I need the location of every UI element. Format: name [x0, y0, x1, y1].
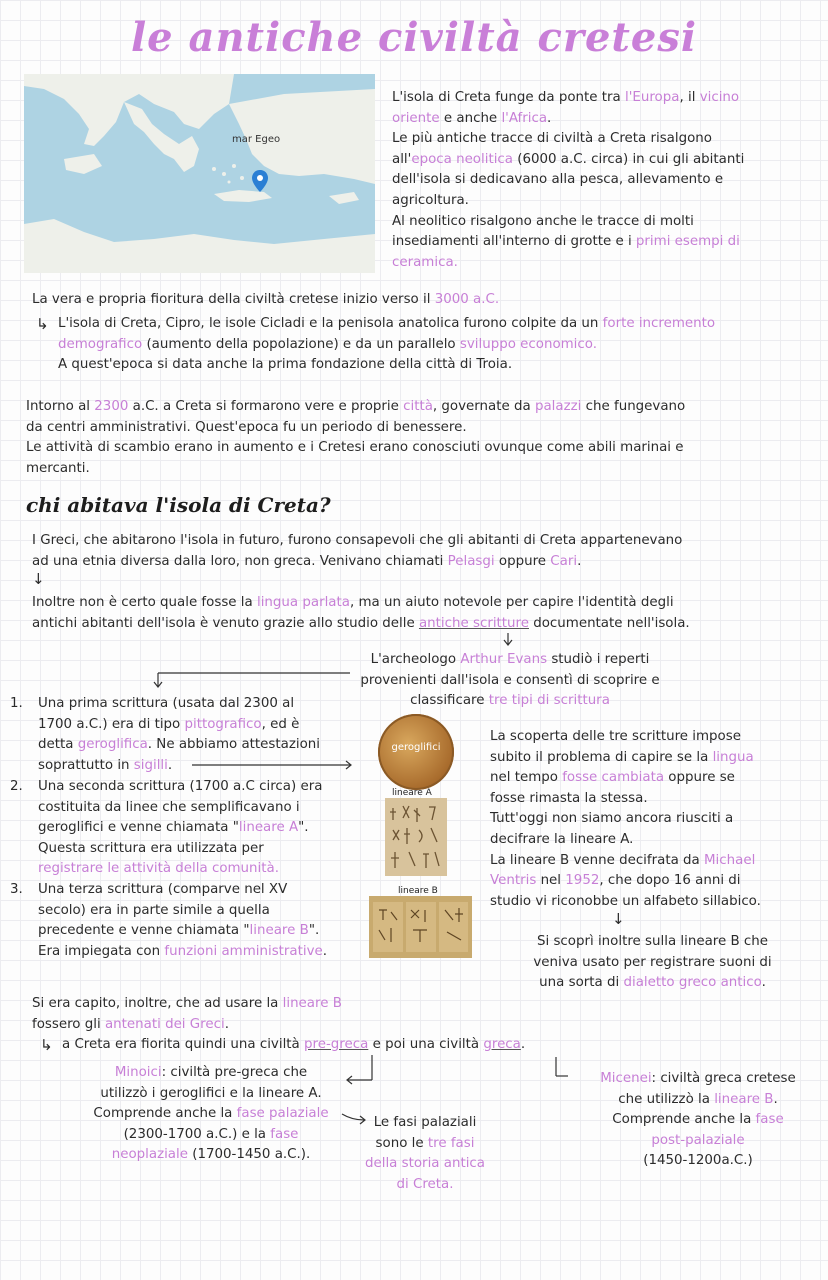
- lineare-a-label: lineare A: [392, 788, 432, 798]
- lineare-b-label: lineare B: [398, 886, 438, 896]
- geroglifici-label: geroglifici: [391, 742, 441, 753]
- scoperta-arrow: ↓: [612, 910, 625, 928]
- lineare-a-glyphs: [385, 798, 447, 876]
- antenati-arrow: ↳: [40, 1036, 53, 1054]
- list-number-2: 2.: [10, 779, 23, 794]
- abitanti-paragraph: I Greci, che abitarono l'isola in futuro, furono consapevoli che gli abitanti di Creta appartenevano ad una etnia diversa dalla loro, non greca. Venivano chiamati Pelasgi oppure Cari.: [32, 533, 683, 569]
- citta-paragraph: Intorno al 2300 a.C. a Creta si formarono vere e proprie città, governate da palazzi che fungevano da centri amministrativi. Quest'epoca fu un periodo di benessere. Le attività di scambio erano in aumento e i Cretesi erano conosciuti ovunque come abili marinai e mercanti.: [26, 399, 686, 476]
- evans-paragraph: L'archeologo Arthur Evans studiò i reperti provenienti dall'isola e consentì di scoprire e classificare tre tipi di scrittura: [360, 652, 660, 709]
- list-number-3: 3.: [10, 882, 23, 897]
- fioritura-detail: L'isola di Creta, Cipro, le isole Cicladi e la penisola anatolica furono colpite da un forte incremento demografico (aumento della popolazione) e da un parallelo sviluppo economico. A quest'epoca si data anche la prima fondazione della città di Troia.: [58, 316, 716, 373]
- page-title: le antiche civiltà cretesi: [130, 14, 698, 61]
- antenati-conclusion: a Creta era fiorita quindi una civiltà pre-greca e poi una civiltà greca.: [62, 1037, 526, 1052]
- fasi-box: Le fasi palaziali sono le tre fasi della storia antica di Creta.: [365, 1115, 485, 1192]
- scoperta-paragraph: La scoperta delle tre scritture impose subito il problema di capire se la lingua nel tempo fosse cambiata oppure se fosse rimasta la stessa. Tutt'oggi non siamo ancora riusciti a decifrare la lineare A. La lineare B venne decifrata da Michael Ventris nel 1952, che dopo 16 anni di studio vi riconobbe un alfabeto sillabico.: [490, 729, 761, 909]
- list-item-1: Una prima scrittura (usata dal 2300 al 1700 a.C.) era di tipo pittografico, ed è detta geroglifica. Ne abbiamo attestazioni soprattutto in sigilli.: [38, 696, 320, 773]
- section-heading: chi abitava l'isola di Creta?: [26, 493, 331, 517]
- minoici-box: Minoici: civiltà pre-greca che utilizzò i geroglifici e la lineare A. Comprende anche la fase palaziale (2300-1700 a.C.) e la fase neoplaziale (1700-1450 a.C.).: [93, 1065, 329, 1163]
- scritture-paragraph: Inoltre non è certo quale fosse la lingua parlata, ma un aiuto notevole per capire l'identità degli antichi abitanti dell'isola è venuto grazie allo studio delle antiche scritture documentate nell'isola.: [32, 595, 690, 631]
- fioritura-arrow: ↳: [36, 315, 49, 333]
- antenati-paragraph: Si era capito, inoltre, che ad usare la lineare B fossero gli antenati dei Greci.: [32, 996, 342, 1032]
- list-item-3: Una terza scrittura (comparve nel XV secolo) era in parte simile a quella precedente e venne chiamata "lineare B". Era impiegata con funzioni amministrative.: [38, 882, 328, 959]
- intro-paragraph: L'isola di Creta funge da ponte tra l'Europa, il vicino oriente e anche l'Africa. Le più antiche tracce di civiltà a Creta risalgono all'epoca neolitica (6000 a.C. circa) in cui gli abitanti dell'isola si dedicavano alla pesca, allevamento e agricoltura. Al neolitico risalgono anche le tracce di molti insediamenti all'interno di grotte e i primi esempi di ceramica.: [392, 90, 745, 270]
- lineare-b-glyphs: [369, 896, 472, 958]
- fioritura-paragraph: La vera e propria fioritura della civiltà cretese inizio verso il 3000 a.C.: [32, 292, 500, 307]
- lineare-a-tablet-image: [385, 798, 447, 876]
- micenei-box: Micenei: civiltà greca cretese che utilizzò la lineare B. Comprende anche la fase post-palaziale (1450-1200a.C.): [600, 1071, 796, 1169]
- map-sea-label: mar Egeo: [232, 134, 281, 145]
- list-number-1: 1.: [10, 696, 23, 711]
- scoperta-conclusion: Si scoprì inoltre sulla lineare B che veniva usato per registrare suoni di una sorta di dialetto greco antico.: [533, 934, 772, 991]
- lineare-b-tablet-image: [369, 896, 472, 958]
- abitanti-arrow: ↓: [32, 570, 45, 588]
- list-item-2: Una seconda scrittura (1700 a.C circa) era costituita da linee che semplificavano i geroglifici e venne chiamata "lineare A". Questa scrittura era utilizzata per registrare le attività della comunità.: [38, 779, 323, 877]
